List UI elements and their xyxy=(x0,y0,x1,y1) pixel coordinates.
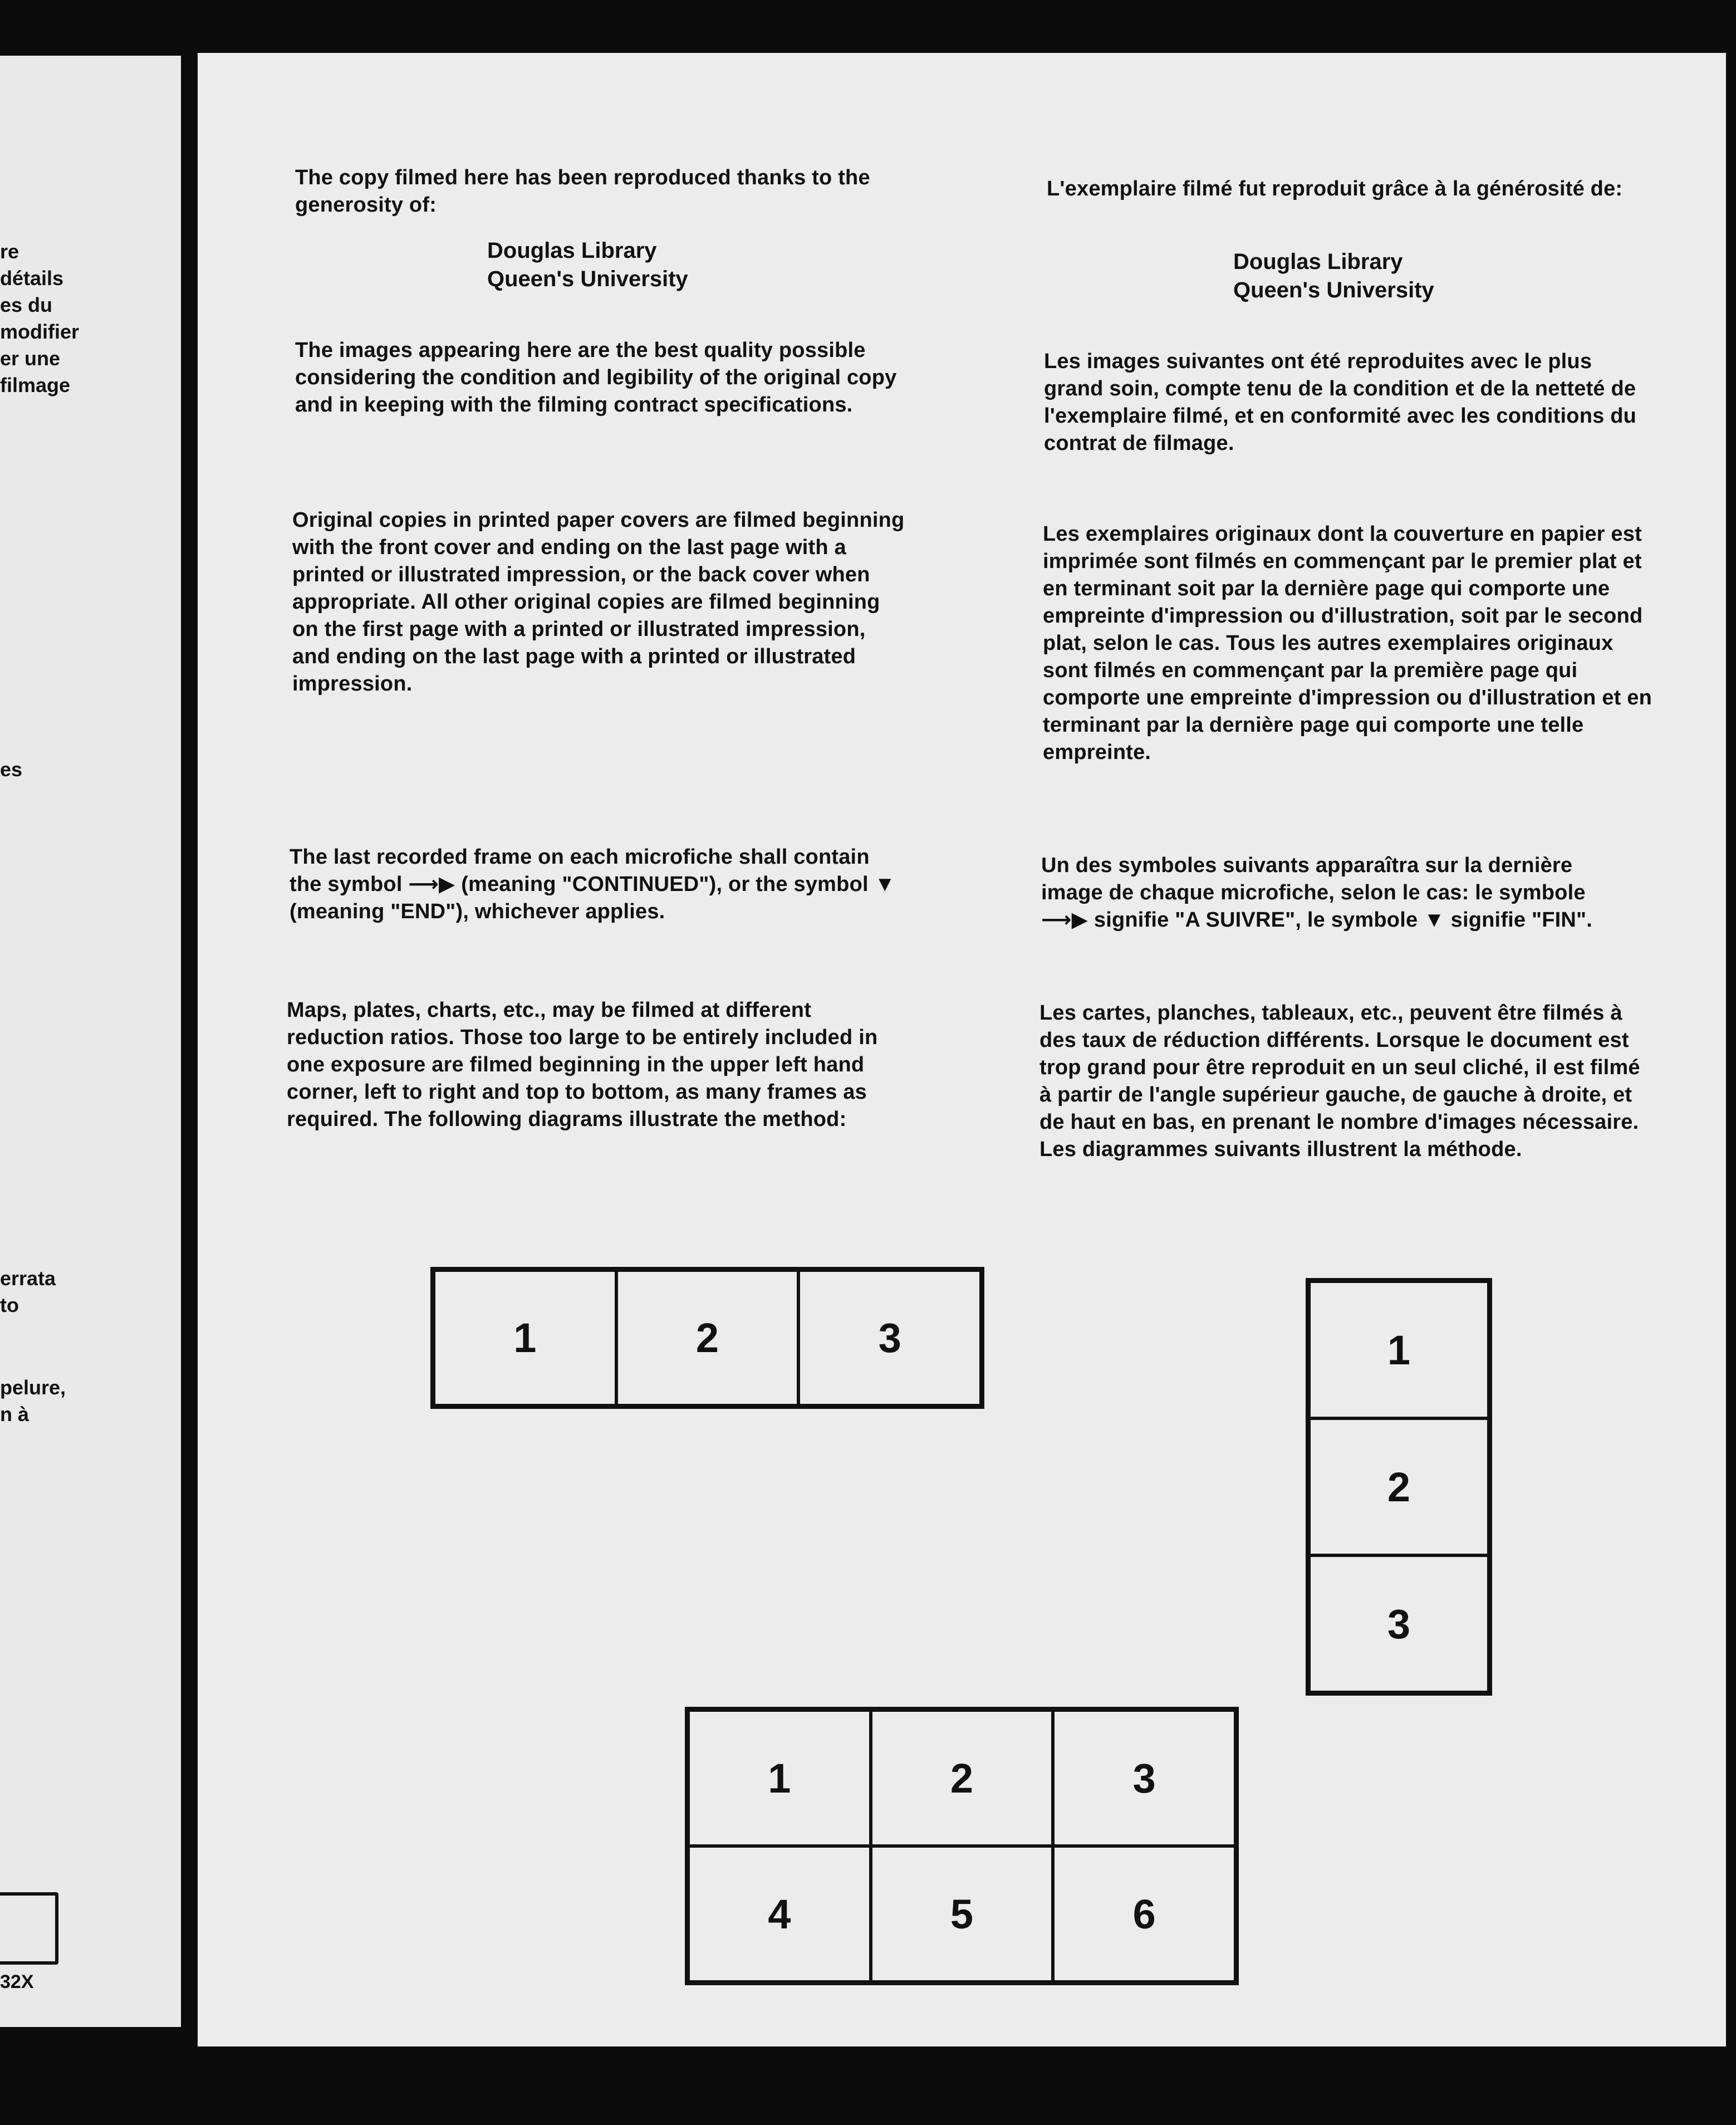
english-paragraph-1 xyxy=(295,337,902,419)
left-fragment-line: es du xyxy=(0,293,53,316)
library-university: Queen's University xyxy=(487,267,688,291)
diagram-cell: 2 xyxy=(616,1270,799,1406)
french-p1-text: Les images suivantes ont été reproduites avec le plus grand soin, compte tenu de la condition et de la netteté de l'exemplaire filmé, et en conformité avec les conditions du contrat de filmage. xyxy=(1044,350,1637,455)
diagram-cell: 1 xyxy=(434,1270,616,1406)
continued-arrow-icon: ⟶▶ xyxy=(1041,908,1088,932)
english-paragraph-3 xyxy=(290,844,896,926)
diagram-cell: 3 xyxy=(798,1270,981,1406)
library-university: Queen's University xyxy=(1233,278,1434,302)
french-p3-part-b: signifie "A SUIVRE", le symbole xyxy=(1093,908,1418,932)
french-paragraph-4 xyxy=(1039,1000,1646,1163)
diagram-row xyxy=(430,1267,984,1409)
english-p2-text: Original copies in printed paper covers are filmed beginning with the front cover and ending on the last page with a printed or illustrated impression, or the back cover when appropriate. All other original copies are filmed beginning on the first page with a printed or illustrated impression, and ending on the last page with a printed or illustrated impression. xyxy=(292,508,905,696)
english-p3-part-b: (meaning "CONTINUED"), or the symbol xyxy=(461,873,869,896)
french-intro-text: L'exemplaire filmé fut reproduit grâce à la générosité de: xyxy=(1047,177,1623,200)
french-intro xyxy=(1047,175,1637,203)
diagram-cell: 2 xyxy=(1309,1418,1489,1555)
english-paragraph-4 xyxy=(287,997,894,1133)
left-fragment-line: es xyxy=(0,758,23,781)
left-page-fragment xyxy=(0,56,181,2027)
diagram-cell: 5 xyxy=(871,1846,1053,1982)
diagram-cell: 3 xyxy=(1309,1555,1489,1692)
french-p4-text: Les cartes, planches, tableaux, etc., peuvent être filmés à des taux de réduction différents. Lorsque le document est trop grand pour être reproduit en un seul cliché, il est filmé à partir de l'angle supérieur gauche, de gauche à droite, et de haut en bas, en prenant le nombre d'images nécessaire. Les diagrammes suivants illustrent la méthode. xyxy=(1039,1001,1640,1161)
french-p2-text: Les exemplaires originaux dont la couverture en papier est imprimée sont filmés en commençant par le premier plat et en terminant soit par la dernière page qui comporte une empreinte d'impression ou d'illustration, soit par le second plat, selon le cas. Tous les autres exemplaires originaux sont filmés en commençant par la première page qui comporte une empreinte d'impression ou d'illustration et en terminant par la dernière page qui comporte une telle empreinte. xyxy=(1043,522,1652,764)
english-intro xyxy=(295,164,913,219)
end-triangle-icon: ▼ xyxy=(874,873,896,896)
diagram-cell: 3 xyxy=(1053,1710,1235,1846)
diagram-column xyxy=(1306,1278,1492,1696)
library-name: Douglas Library xyxy=(487,238,657,263)
left-fragment-line: pelure, xyxy=(0,1376,66,1399)
english-library-block xyxy=(487,237,688,293)
french-p3-part-c: signifie "FIN". xyxy=(1450,908,1593,932)
french-paragraph-1 xyxy=(1044,348,1651,457)
main-page xyxy=(198,53,1726,2046)
english-intro-text: The copy filmed here has been reproduced thanks to the generosity of: xyxy=(295,166,870,217)
magnification-label: 32X xyxy=(0,1971,34,1992)
continued-arrow-icon: ⟶▶ xyxy=(408,873,455,896)
french-paragraph-3 xyxy=(1041,852,1631,934)
diagram-cell: 4 xyxy=(688,1846,871,1982)
left-fragment-line: filmage xyxy=(0,374,71,396)
diagram-cell: 2 xyxy=(871,1710,1053,1846)
left-fragment-line: to xyxy=(0,1294,19,1316)
french-p3-text xyxy=(1041,852,1631,934)
left-fragment-line: er une xyxy=(0,347,61,370)
library-name: Douglas Library xyxy=(1233,249,1403,274)
diagram-cell: 6 xyxy=(1053,1846,1235,1982)
english-p1-text: The images appearing here are the best quality possible considering the condition and legibility of the original copy and in keeping with the filming contract specifications. xyxy=(295,339,897,417)
left-fragment-line: re xyxy=(0,240,19,263)
french-library-block xyxy=(1233,248,1434,305)
left-fragment-line: n à xyxy=(0,1403,30,1426)
english-p3-part-a: The last recorded frame on each microfiche shall contain the symbol xyxy=(290,845,870,896)
test-target-box xyxy=(0,1892,58,1965)
diagram-grid xyxy=(685,1707,1239,1985)
french-paragraph-2 xyxy=(1043,521,1655,766)
diagram-cell: 1 xyxy=(688,1710,871,1846)
english-p3-text xyxy=(290,844,896,926)
left-fragment-line: détails xyxy=(0,267,64,290)
end-triangle-icon: ▼ xyxy=(1424,908,1445,932)
left-fragment-line: modifier xyxy=(0,320,80,343)
french-p3-part-a: Un des symboles suivants apparaîtra sur la dernière image de chaque microfiche, selon le cas: le symbole xyxy=(1041,854,1586,904)
english-p3-part-c: (meaning "END"), whichever applies. xyxy=(290,900,665,923)
left-fragment-line: errata xyxy=(0,1267,56,1290)
english-p4-text: Maps, plates, charts, etc., may be filmed at different reduction ratios. Those too large to be entirely included in one exposure are filmed beginning in the upper left hand corner, left to right and top to bottom, as many frames as required. The following diagrams illustrate the method: xyxy=(287,998,878,1131)
english-paragraph-2 xyxy=(292,507,905,698)
diagram-cell: 1 xyxy=(1309,1281,1489,1418)
